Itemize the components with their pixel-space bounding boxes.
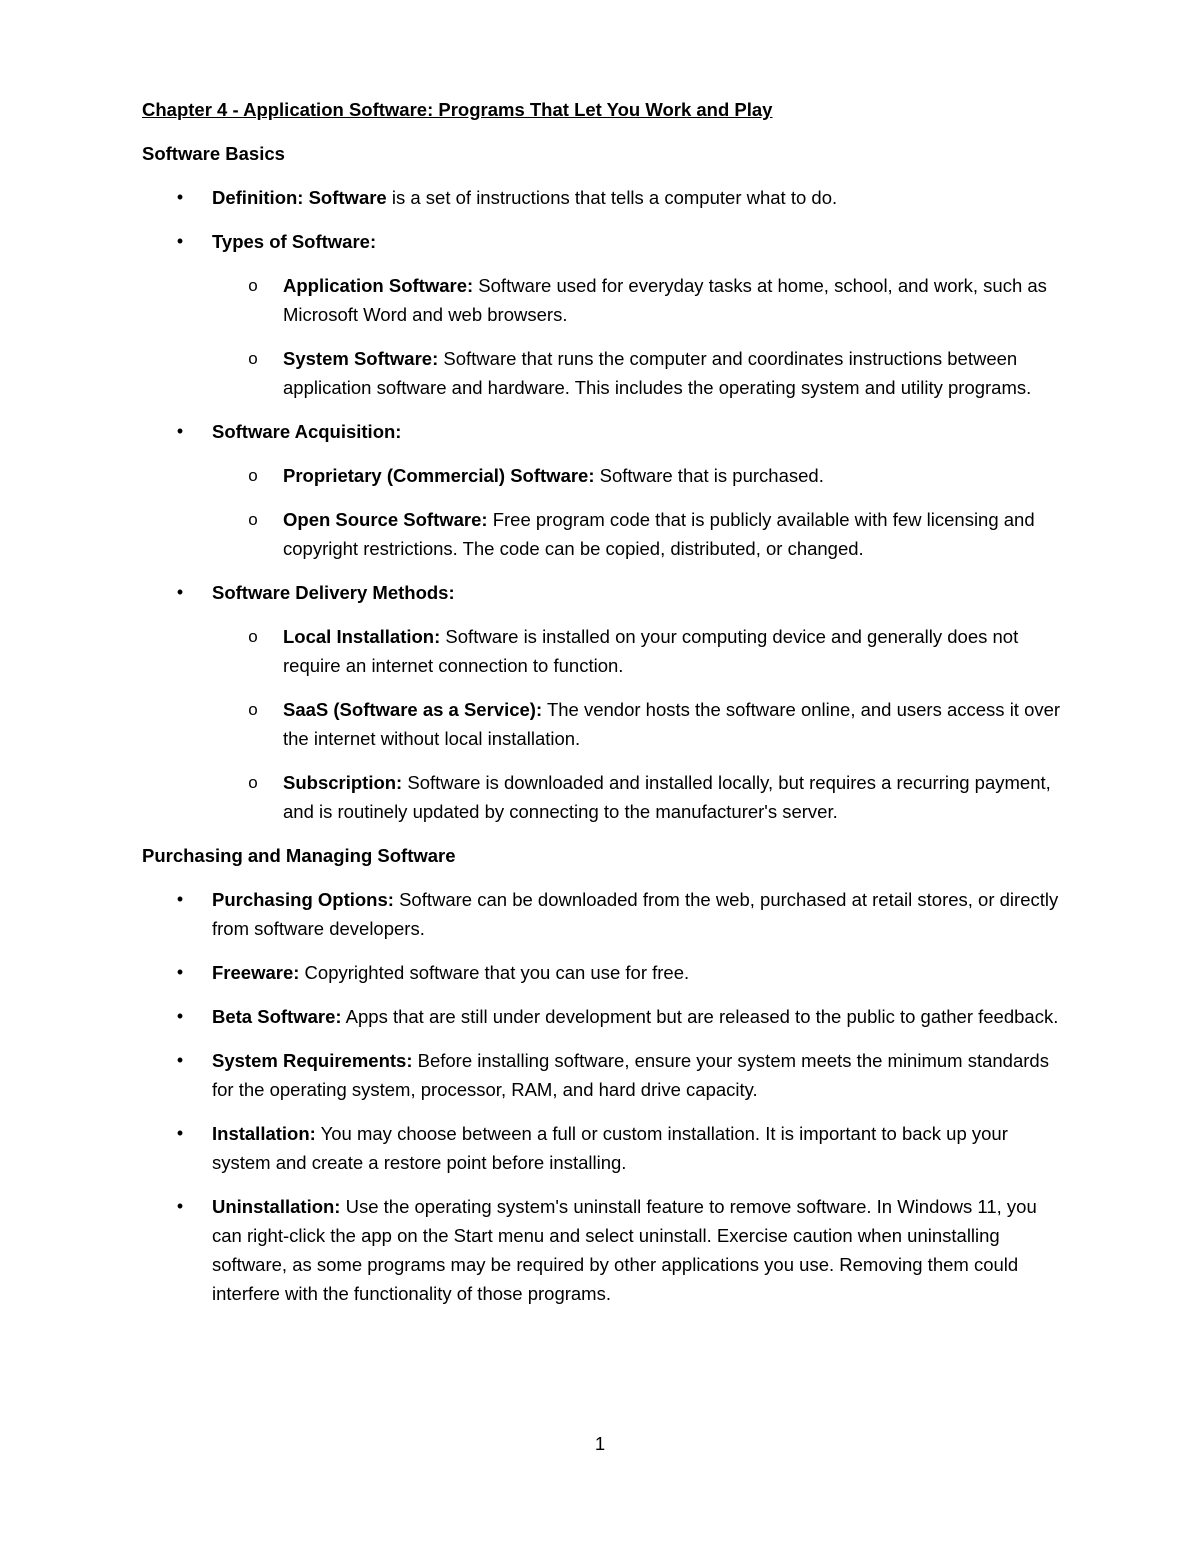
- bullet-icon: •: [176, 582, 184, 602]
- item-text: The vendor hosts the software online, and users access it over the internet without local installation.: [283, 699, 1061, 749]
- section-heading-purchasing: Purchasing and Managing Software: [142, 845, 456, 866]
- item-text: Software is downloaded and installed locally, but requires a recurring payment, and is routinely updated by connecting to the manufacturer's server.: [283, 772, 1051, 822]
- list-item-software-delivery-methods: [142, 578, 1062, 826]
- sub-item-saas: [212, 695, 1062, 753]
- item-text: Software used for everyday tasks at home, school, and work, such as Microsoft Word and web browsers.: [283, 275, 1047, 325]
- sub-bullet-icon: o: [248, 276, 258, 295]
- term-label: Subscription:: [283, 772, 403, 793]
- software-basics-list: [142, 183, 1062, 826]
- sub-item-subscription: [212, 768, 1062, 826]
- item-text: Software that is purchased.: [594, 465, 824, 486]
- bullet-icon: •: [176, 1006, 184, 1026]
- term-label: Local Installation:: [283, 626, 441, 647]
- term-label: System Requirements:: [212, 1050, 413, 1071]
- list-item-installation: [142, 1119, 1062, 1177]
- list-item-system-requirements: [142, 1046, 1062, 1104]
- sub-item-proprietary-software: [212, 461, 1062, 490]
- list-item-freeware: [142, 958, 1062, 987]
- item-text: Free program code that is publicly available with few licensing and copyright restrictions. The code can be copied, distributed, or changed.: [283, 509, 1035, 559]
- term-label: Software Delivery Methods:: [212, 582, 455, 603]
- list-item-purchasing-options: [142, 885, 1062, 943]
- document-title: Chapter 4 - Application Software: Programs That Let You Work and Play: [142, 99, 773, 120]
- item-text: is a set of instructions that tells a computer what to do.: [386, 187, 838, 208]
- list-item-software-acquisition: [142, 417, 1062, 563]
- list-item-types-of-software: [142, 227, 1062, 402]
- list-item-definition: [142, 183, 1062, 212]
- bullet-icon: •: [176, 1050, 184, 1070]
- software-acquisition-sublist: [212, 461, 1062, 563]
- page-number: 1: [594, 1433, 606, 1454]
- sub-item-local-installation: [212, 622, 1062, 680]
- item-text: Software that runs the computer and coordinates instructions between application software and hardware. This includes the operating system and utility programs.: [283, 348, 1032, 398]
- sub-item-application-software: [212, 271, 1062, 329]
- list-item-uninstallation: [142, 1192, 1062, 1308]
- term-label: Definition:: [212, 187, 304, 208]
- sub-item-system-software: [212, 344, 1062, 402]
- term-label: System Software:: [283, 348, 439, 369]
- sub-bullet-icon: o: [248, 466, 258, 485]
- item-text: Before installing software, ensure your system meets the minimum standards for the operating system, processor, RAM, and hard drive capacity.: [212, 1050, 1049, 1100]
- bullet-icon: •: [176, 962, 184, 982]
- term-label: Application Software:: [283, 275, 474, 296]
- sub-item-open-source-software: [212, 505, 1062, 563]
- bullet-icon: •: [176, 187, 184, 207]
- term-label: Beta Software:: [212, 1006, 342, 1027]
- inline-term: Software: [308, 187, 387, 208]
- software-delivery-sublist: [212, 622, 1062, 826]
- purchasing-list: [142, 885, 1062, 1308]
- bullet-icon: •: [176, 421, 184, 441]
- bullet-icon: •: [176, 231, 184, 251]
- sub-bullet-icon: o: [248, 773, 258, 792]
- term-label: Open Source Software:: [283, 509, 488, 530]
- item-text: Software is installed on your computing device and generally does not require an internet connection to function.: [283, 626, 1019, 676]
- item-text: You may choose between a full or custom installation. It is important to back up your system and create a restore point before installing.: [212, 1123, 1008, 1173]
- sub-bullet-icon: o: [248, 349, 258, 368]
- sub-bullet-icon: o: [248, 700, 258, 719]
- term-label: Types of Software:: [212, 231, 377, 252]
- term-label: Software Acquisition:: [212, 421, 402, 442]
- document-page: [142, 95, 1062, 1323]
- item-text: Use the operating system's uninstall feature to remove software. In Windows 11, you can right-click the app on the Start menu and select uninstall. Exercise caution when uninstalling software, as some programs may be required by other applications you use. Removing them could interfere with the functionality of those programs.: [212, 1196, 1037, 1304]
- term-label: Proprietary (Commercial) Software:: [283, 465, 595, 486]
- sub-bullet-icon: o: [248, 627, 258, 646]
- section-heading-software-basics: Software Basics: [142, 143, 285, 164]
- types-of-software-sublist: [212, 271, 1062, 402]
- term-label: Uninstallation:: [212, 1196, 341, 1217]
- term-label: Purchasing Options:: [212, 889, 394, 910]
- sub-bullet-icon: o: [248, 510, 258, 529]
- term-label: Installation:: [212, 1123, 316, 1144]
- bullet-icon: •: [176, 1196, 184, 1216]
- bullet-icon: •: [176, 1123, 184, 1143]
- term-label: SaaS (Software as a Service):: [283, 699, 543, 720]
- item-text: Copyrighted software that you can use for free.: [299, 962, 690, 983]
- bullet-icon: •: [176, 889, 184, 909]
- term-label: Freeware:: [212, 962, 300, 983]
- list-item-beta-software: [142, 1002, 1062, 1031]
- item-text: Apps that are still under development but are released to the public to gather feedback.: [341, 1006, 1059, 1027]
- item-text: Software can be downloaded from the web, purchased at retail stores, or directly from software developers.: [212, 889, 1059, 939]
